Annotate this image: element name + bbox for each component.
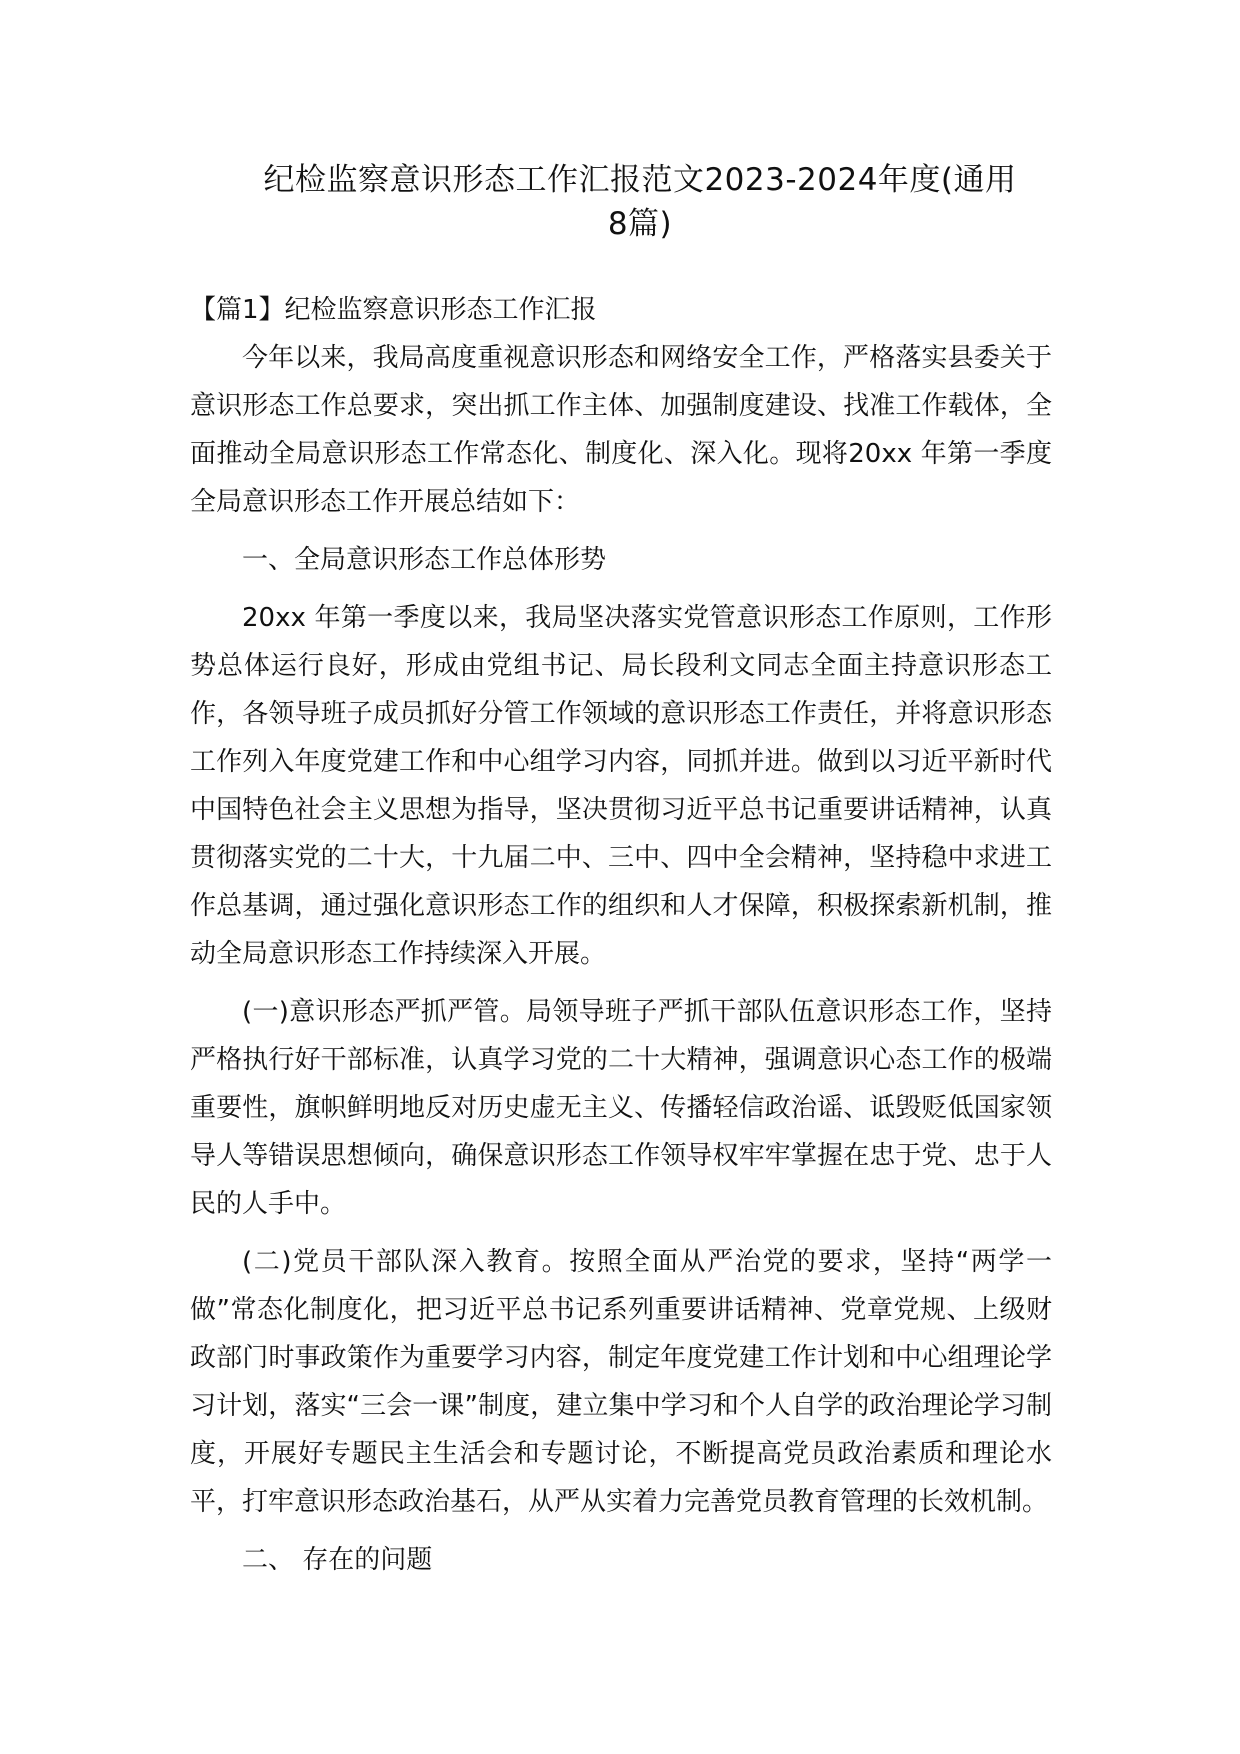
title-line-2: 8篇) <box>607 206 673 242</box>
section-heading-1: 一、全局意识形态工作总体形势 <box>242 545 607 575</box>
document-body <box>190 286 1052 1584</box>
article-heading: 【篇1】纪检监察意识形态工作汇报 <box>190 295 597 325</box>
document-title <box>190 158 1090 246</box>
section-1-paragraph: 20xx 年第一季度以来，我局坚决落实党管意识形态工作原则，工作形势总体运行良好，形成由党组书记、局长段利文同志全面主持意识形态工作，各领导班子成员抓好分管工作领域的意识形态工作责任，并将意识形态工作列入年度党建工作和中心组学习内容，同抓并进。做到以习近平新时代中国特色社会主义思想为指导，坚决贯彻习近平总书记重要讲话精神，认真贯彻落实党的二十大，十九届二中、三中、四中全会精神，坚持稳中求进工作总基调，通过强化意识形态工作的组织和人才保障，积极探索新机制，推动全局意识形态工作持续深入开展。 <box>190 603 1052 969</box>
subsection-2-paragraph: (二)党员干部队深入教育。按照全面从严治党的要求，坚持“两学一做”常态化制度化，把习近平总书记系列重要讲话精神、党章党规、上级财政部门时事政策作为重要学习内容，制定年度党建工作计划和中心组理论学习计划，落实“三会一课”制度，建立集中学习和个人自学的政治理论学习制度，开展好专题民主生活会和专题讨论，不断提高党员政治素质和理论水平，打牢意识形态政治基石，从严从实着力完善党员教育管理的长效机制。 <box>190 1247 1052 1517</box>
section-heading-2: 二、 存在的问题 <box>242 1545 433 1575</box>
subsection-1-paragraph: (一)意识形态严抓严管。局领导班子严抓干部队伍意识形态工作，坚持严格执行好干部标准，认真学习党的二十大精神，强调意识心态工作的极端重要性，旗帜鲜明地反对历史虚无主义、传播轻信政治谣、诋毁贬低国家领导人等错误思想倾向，确保意识形态工作领导权牢牢掌握在忠于党、忠于人民的人手中。 <box>190 997 1052 1219</box>
title-line-1: 纪检监察意识形态工作汇报范文2023-2024年度(通用 <box>263 162 1017 198</box>
intro-paragraph: 今年以来，我局高度重视意识形态和网络安全工作，严格落实县委关于意识形态工作总要求，突出抓工作主体、加强制度建设、找准工作载体，全面推动全局意识形态工作常态化、制度化、深入化。现将20xx 年第一季度全局意识形态工作开展总结如下： <box>190 343 1052 517</box>
